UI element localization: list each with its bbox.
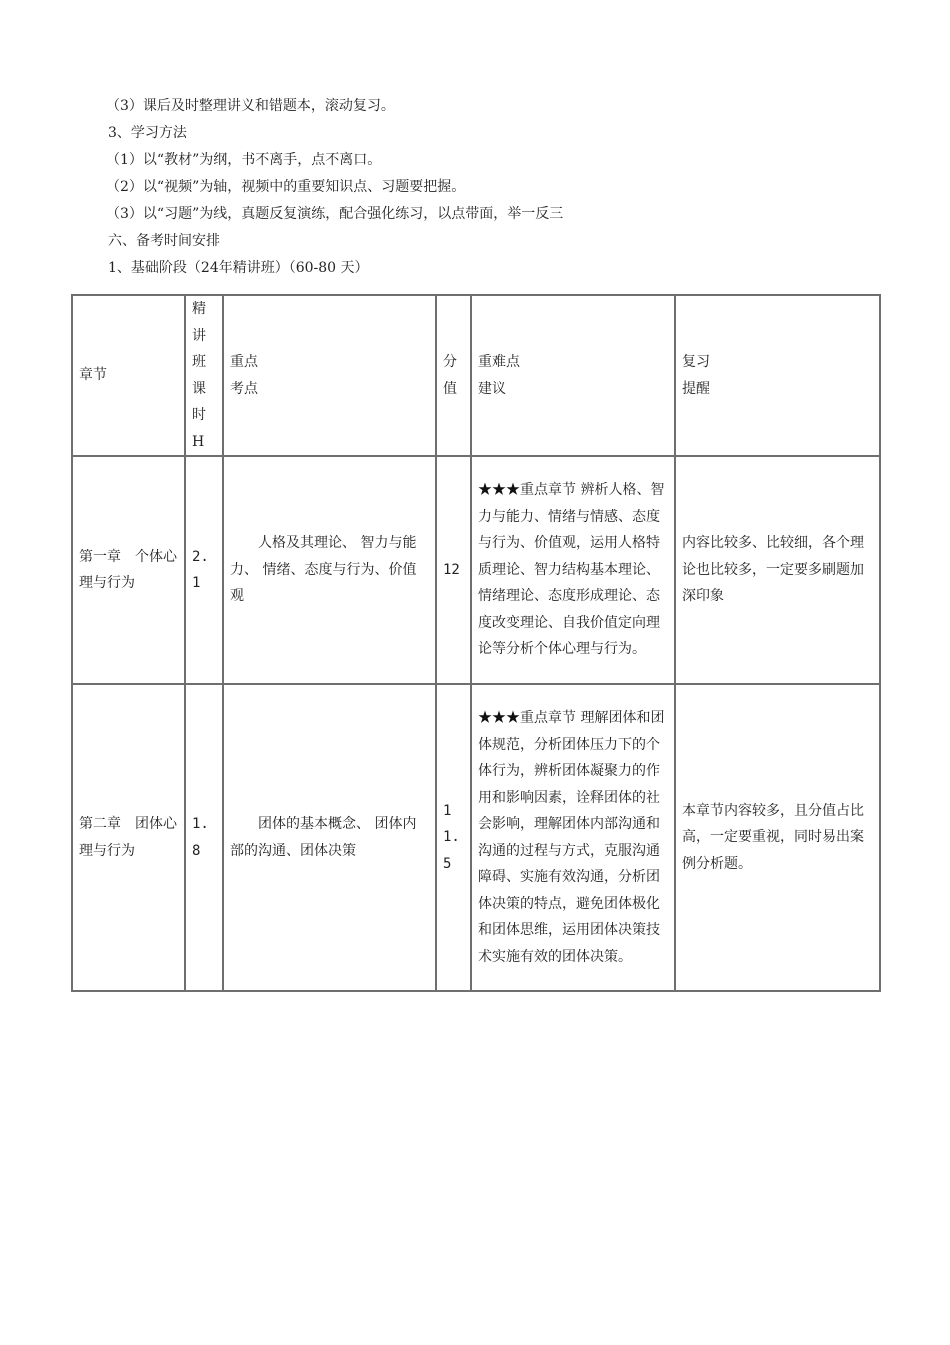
star-rating-icon: ★★★	[478, 482, 520, 499]
table-row	[72, 684, 880, 991]
paragraph-method-2: （2）以“视频”为轴，视频中的重要知识点、习题要把握。	[106, 179, 466, 195]
cell-difficulty-text: 重点章节 理解团体和团体规范，分析团体压力下的个体行为，辨析团体凝聚力的作用和影响因素，诠释团体的社会影响，理解团体内部沟通和沟通的过程与方式，克服沟通障碍、实施有效沟通，分析团体决策的特点，避免团体极化和团体思维，运用团体决策技术实施有效的团体决策。	[478, 710, 665, 965]
cell-difficulty-text: 重点章节 辨析人格、智力与能力、情绪与情感、态度与行为、价值观，运用人格特质理论、智力结构基本理论、情绪理论、态度形成理论、态度改变理论、自我价值定向理论等分析个体心理与行为。	[478, 482, 665, 658]
table-row	[72, 456, 880, 684]
cell-difficulty	[471, 456, 675, 684]
cell-reminder: 本章节内容较多，且分值占比高，一定要重视，同时易出案例分析题。	[675, 684, 880, 991]
cell-score: 11.5	[436, 684, 471, 991]
header-hours	[185, 295, 223, 456]
header-reminder-line: 提醒	[682, 380, 710, 397]
header-key-points	[223, 295, 436, 456]
table-header-row	[72, 295, 880, 456]
header-reminder-line: 复习	[682, 354, 710, 370]
paragraph-method-1: （1）以“教材”为纲，书不离手，点不离口。	[106, 152, 382, 168]
header-score-line: 值	[443, 380, 457, 397]
heading-study-method: 3、学习方法	[108, 125, 187, 141]
cell-hours: 1.8	[185, 684, 223, 991]
paragraph-method-3: （3）以“习题”为线，真题反复演练，配合强化练习，以点带面，举一反三	[106, 206, 564, 222]
header-hours-line: 精	[192, 301, 206, 317]
cell-score: 12	[436, 456, 471, 684]
header-difficulty	[471, 295, 675, 456]
cell-key-points: 团体的基本概念、 团体内部的沟通、团体决策	[223, 684, 436, 991]
cell-difficulty	[471, 684, 675, 991]
schedule-table	[71, 294, 881, 992]
header-difficulty-line: 重难点	[478, 354, 520, 370]
header-hours-line: 时H	[192, 407, 206, 450]
cell-chapter: 第二章 团体心理与行为	[72, 684, 185, 991]
cell-chapter: 第一章 个体心理与行为	[72, 456, 185, 684]
header-key-points-line: 重点	[230, 354, 258, 370]
paragraph-review-tip: （3）课后及时整理讲义和错题本，滚动复习。	[106, 98, 395, 114]
cell-reminder: 内容比较多、比较细，各个理论也比较多，一定要多刷题加深印象	[675, 456, 880, 684]
header-score	[436, 295, 471, 456]
header-hours-line: 讲	[192, 327, 206, 344]
header-chapter: 章节	[72, 295, 185, 456]
star-rating-icon: ★★★	[478, 710, 520, 726]
header-hours-line: 课	[192, 380, 206, 397]
header-key-points-line: 考点	[230, 380, 258, 397]
header-score-line: 分	[443, 354, 457, 370]
heading-schedule: 六、备考时间安排	[108, 233, 220, 249]
header-hours-line: 班	[192, 354, 206, 370]
header-reminder	[675, 295, 880, 456]
cell-key-points: 人格及其理论、 智力与能力、 情绪、态度与行为、价值观	[223, 456, 436, 684]
cell-hours: 2.1	[185, 456, 223, 684]
heading-basic-stage: 1、基础阶段（24年精讲班）（60-80 天）	[108, 260, 369, 276]
header-difficulty-line: 建议	[478, 380, 506, 397]
